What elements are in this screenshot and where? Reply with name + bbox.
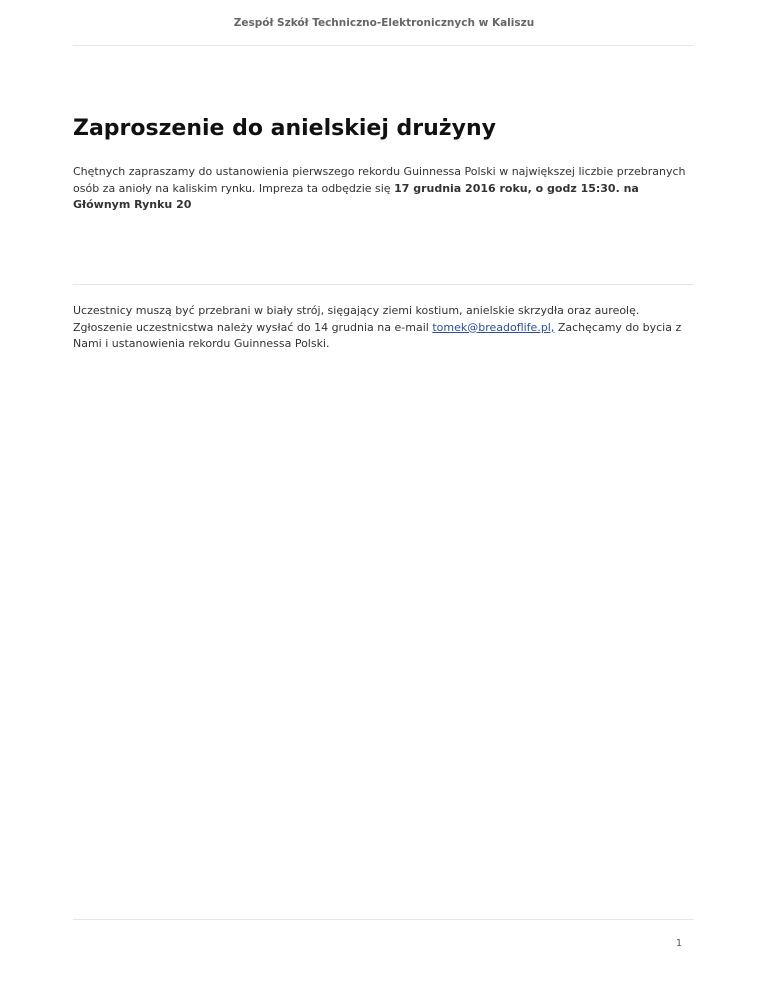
header-divider [73, 45, 694, 46]
details-text-before: Uczestnicy muszą być przebrani w biały strój, sięgający ziemi kostium, anielskie skrzydła oraz aureolę. Zgłoszenie uczestnicstwa należy wysłać do 14 grudnia na e-mail [73, 304, 640, 334]
intro-text: Chętnych zapraszamy do ustanowienia pierwszego rekordu Guinnessa Polski w największej liczbie przebranych osób za anioły na kaliskim rynku. Impreza ta odbędzie się [73, 165, 686, 195]
details-paragraph [73, 303, 695, 353]
email-link[interactable]: tomek@breadoflife.pl, [432, 320, 555, 334]
intro-paragraph [73, 164, 695, 214]
event-date-location: 17 grudnia 2016 roku, o godz 15:30. na Głównym Rynku 20 [73, 181, 639, 211]
details-text-after: Zachęcamy do bycia z Nami i ustanowienia rekordu Guinnessa Polski. [73, 320, 682, 350]
section-divider [73, 284, 694, 285]
footer-divider [73, 919, 694, 920]
page-number: 1 [676, 938, 683, 949]
page-title: Zaproszenie do anielskiej drużyny [73, 116, 496, 141]
school-header: Zespół Szkół Techniczno-Elektronicznych w Kaliszu [233, 17, 535, 29]
